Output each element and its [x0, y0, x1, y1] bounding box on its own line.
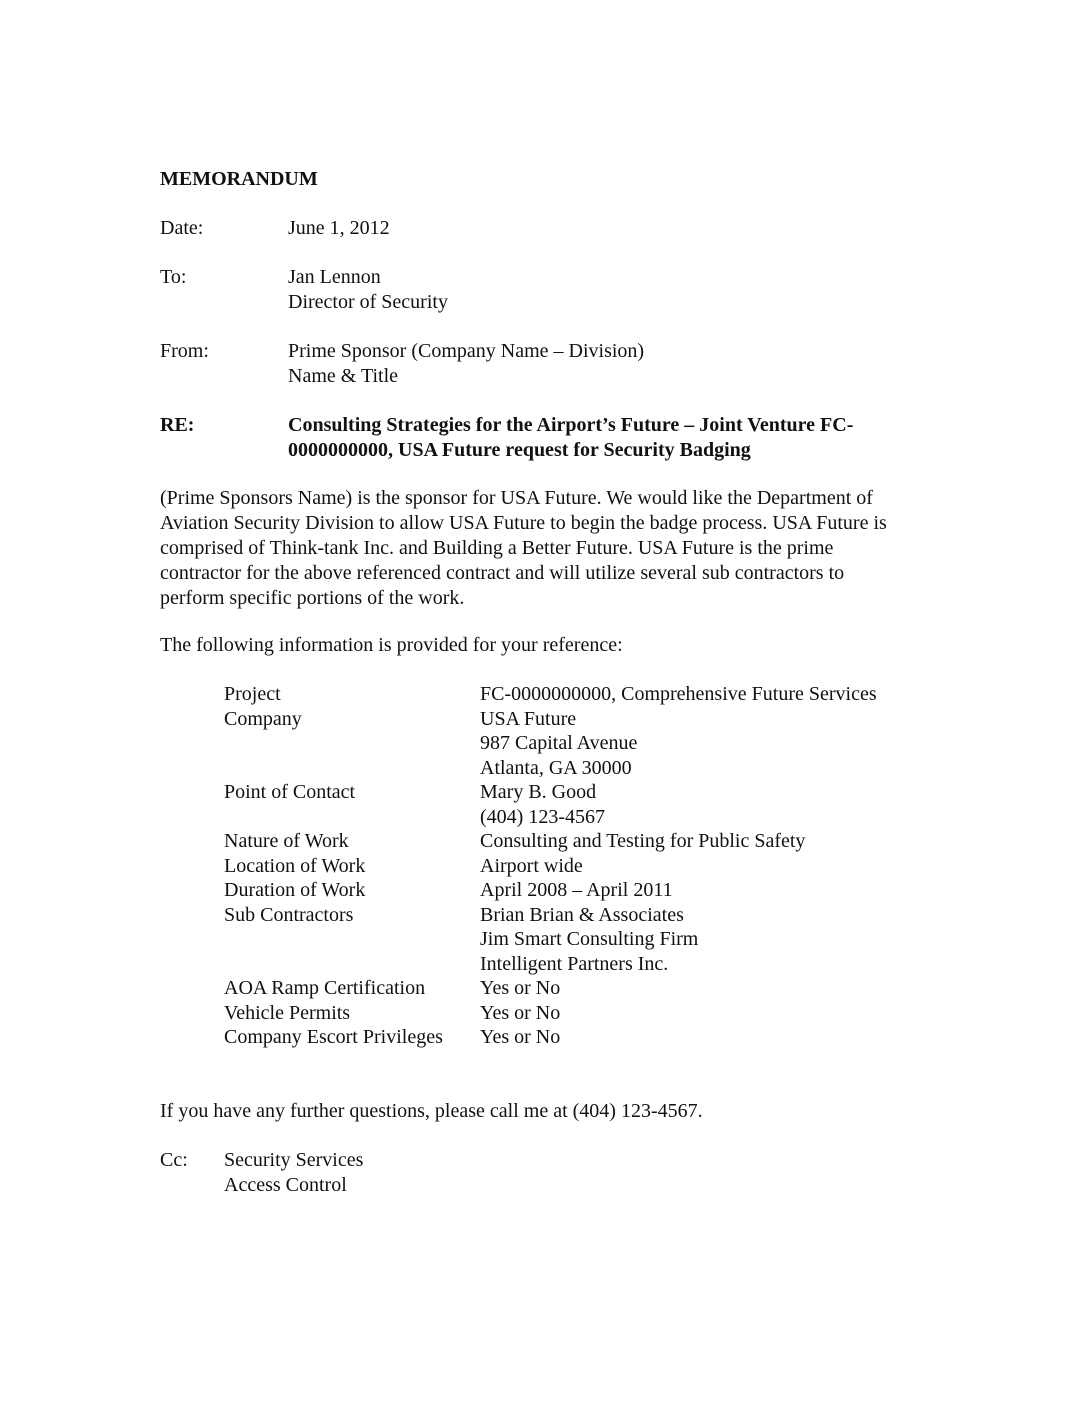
row-key: Company — [224, 707, 302, 730]
row-value: Consulting and Testing for Public Safety — [480, 830, 806, 852]
date-value: June 1, 2012 — [288, 217, 390, 239]
row-value: Yes or No — [480, 977, 561, 999]
intro-line: (Prime Sponsors Name) is the sponsor for USA Future. We would like the Department of — [160, 487, 873, 509]
to-label: To: — [160, 266, 187, 288]
table-row — [224, 682, 944, 707]
to-field — [160, 265, 940, 315]
row-value: Yes or No — [480, 1001, 561, 1024]
table-row — [224, 903, 944, 928]
closing-text: If you have any further questions, please call me at (404) 123-4567. — [160, 1100, 703, 1122]
row-key: AOA Ramp Certification — [224, 977, 426, 999]
cc-label: Cc: — [160, 1149, 188, 1171]
row-key: Project — [224, 683, 281, 705]
row-value: Jim Smart Consulting Firm — [480, 928, 699, 950]
row-key: Point of Contact — [224, 781, 356, 803]
intro-line: Aviation Security Division to allow USA Future to begin the badge process. USA Future is — [160, 512, 887, 534]
from-sponsor: Prime Sponsor (Company Name – Division) — [288, 340, 645, 362]
reference-intro — [160, 633, 960, 658]
cc-recipient: Access Control — [224, 1174, 347, 1196]
table-row — [224, 878, 944, 903]
row-value: Airport wide — [480, 854, 583, 877]
date-label: Date: — [160, 217, 204, 239]
intro-line: contractor for the above referenced contract and will utilize several sub contractors to — [160, 562, 845, 584]
table-row — [224, 805, 944, 830]
table-row — [224, 1001, 944, 1026]
row-value: Mary B. Good — [480, 781, 597, 803]
intro-line: comprised of Think-tank Inc. and Building a Better Future. USA Future is the prime — [160, 537, 834, 559]
row-value: (404) 123-4567 — [480, 805, 605, 828]
row-key: Company Escort Privileges — [224, 1026, 443, 1048]
from-label: From: — [160, 340, 209, 362]
row-key: Duration of Work — [224, 879, 366, 901]
row-value: Brian Brian & Associates — [480, 903, 684, 926]
table-row — [224, 854, 944, 879]
table-row — [224, 707, 944, 732]
table-row — [224, 756, 944, 781]
table-row — [224, 976, 944, 1001]
re-line-2: 0000000000, USA Future request for Security Badging — [288, 438, 751, 461]
memo-title: MEMORANDUM — [160, 168, 318, 190]
row-value: Intelligent Partners Inc. — [480, 952, 669, 975]
reference-table — [224, 682, 944, 1050]
to-title: Director of Security — [288, 290, 448, 313]
row-value: Atlanta, GA 30000 — [480, 756, 632, 779]
re-line-1: Consulting Strategies for the Airport’s Future – Joint Venture FC- — [288, 414, 854, 436]
row-value: April 2008 – April 2011 — [480, 879, 673, 901]
to-name: Jan Lennon — [288, 266, 381, 288]
row-value: Yes or No — [480, 1026, 561, 1048]
re-field — [160, 413, 940, 463]
table-row — [224, 780, 944, 805]
closing-paragraph — [160, 1099, 960, 1124]
from-field — [160, 339, 940, 389]
table-row — [224, 731, 944, 756]
row-key: Nature of Work — [224, 830, 349, 852]
row-value: USA Future — [480, 707, 577, 730]
row-key: Location of Work — [224, 854, 366, 877]
intro-paragraph — [160, 486, 960, 611]
intro-line: perform specific portions of the work. — [160, 587, 465, 609]
table-row — [224, 1025, 944, 1050]
from-name-title: Name & Title — [288, 364, 399, 387]
row-value: FC-0000000000, Comprehensive Future Services — [480, 683, 877, 705]
row-value: 987 Capital Avenue — [480, 732, 638, 754]
row-key: Sub Contractors — [224, 903, 354, 926]
table-row — [224, 829, 944, 854]
reference-intro-text: The following information is provided for your reference: — [160, 634, 623, 656]
re-label: RE: — [160, 414, 195, 436]
row-key: Vehicle Permits — [224, 1001, 351, 1024]
cc-recipient: Security Services — [224, 1149, 364, 1171]
table-row — [224, 952, 944, 977]
table-row — [224, 927, 944, 952]
date-field — [160, 216, 940, 242]
